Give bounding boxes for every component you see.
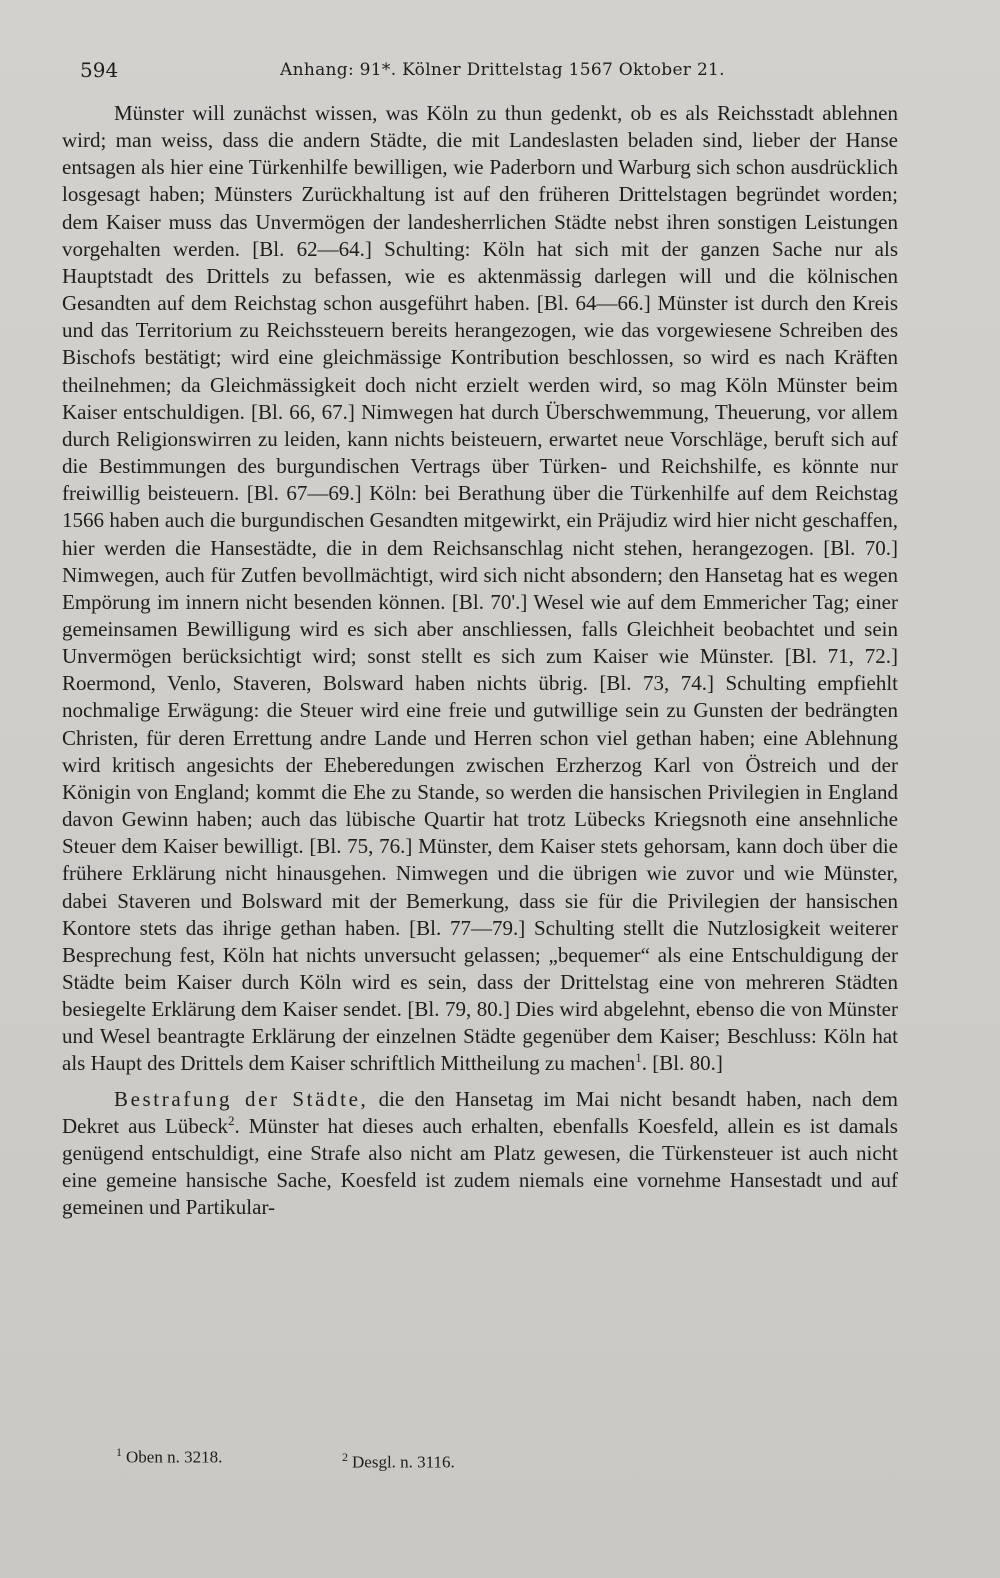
- paragraph: [62, 1086, 898, 1222]
- footnote-ref: 2: [228, 1112, 235, 1128]
- footnote-text: Oben n. 3218.: [126, 1447, 223, 1467]
- footnote-ref: 1: [635, 1050, 642, 1066]
- running-head: Anhang: 91*. Kölner Drittelstag 1567 Oktober 21.: [280, 60, 725, 80]
- paragraph: [62, 100, 898, 1078]
- paragraph-text: die den Hansetag im Mai nicht besandt haben, nach dem Dekret aus Lübeck: [62, 1086, 898, 1138]
- page-header: [80, 58, 898, 88]
- paragraph-text: Münster will zunächst wissen, was Köln zu thun gedenkt, ob es als Reichsstadt ablehnen wird; man weiss, dass die andern Städte, die mit Landeslasten beladen sind, lieber der Hanse entsagen als hier eine Türkenhilfe bewilligen, wie Paderborn und Warburg sich schon ausdrücklich losgesagt haben; Münsters Zurückhaltung ist auf den früheren Drittelstagen begründet worden; dem Kaiser muss das Unvermögen der landesherrlichen Städte nebst ihren sonstigen Leistungen vorgehalten werden. [Bl. 62—64.] Schulting: Köln hat sich mit der ganzen Sache nur als Hauptstadt des Drittels zu befassen, wie es aktenmässig darlegen will und die kölnischen Gesandten auf dem Reichstag schon ausgeführt haben. [Bl. 64—66.] Münster ist durch den Kreis und das Territorium zu Reichssteuern bereits herangezogen, wie das vorgewiesene Schreiben des Bischofs bestätigt; wird eine gleichmässige Kontribution beschlossen, so wird es nach Kräften theilnehmen; da Gleichmässigkeit doch nicht erzielt werden wird, so mag Köln Münster beim Kaiser entschuldigen. [Bl. 66, 67.] Nimwegen hat durch Überschwemmung, Theuerung, vor allem durch Religionswirren zu leiden, kann nichts beisteuern, erwartet neue Vorschläge, beruft sich auf die Bestimmungen des burgundischen Vertrags über Türken- und Reichshilfe, es könnte nur freiwillig beisteuern. [Bl. 67—69.] Köln: bei Berathung über die Türkenhilfe auf dem Reichstag 1566 haben auch die burgundischen Gesandten mitgewirkt, ein Präjudiz wird hier nicht geschaffen, hier werden die Hansestädte, die in dem Reichsanschlag nicht stehen, herangezogen. [Bl. 70.] Nimwegen, auch für Zutfen bevollmächtigt, wird sich nicht absondern; den Hansetag hat es wegen Empörung im innern nicht besenden können. [Bl. 70'.] Wesel wie auf dem Emmericher Tag; einer gemeinsamen Bewilligung wird es sich aber anschliessen, falls Gleichheit beobachtet und sein Unvermögen berücksichtigt wird; sonst stellt es sich zum Kaiser wie Münster. [Bl. 71, 72.] Roermond, Venlo, Staveren, Bolsward haben nichts übrig. [Bl. 73, 74.] Schulting empfiehlt nochmalige Erwägung: die Steuer wird eine freie und gutwillige sein zu Gunsten der bedrängten Christen, für deren Errettung andre Lande und Herren schon viel gethan haben; eine Ablehnung wird kritisch angesichts der Eheberedungen zwischen Erzherzog Karl von Östreich und der Königin von England; kommt die Ehe zu Stande, so werden die hansischen Privilegien in England davon Gewinn haben; auch das lübische Quartir hat trotz Lübecks Kriegsnoth eine ansehnliche Steuer dem Kaiser bewilligt. [Bl. 75, 76.] Münster, dem Kaiser stets gehorsam, kann doch über die frühere Erklärung nicht hinausgehen. Nimwegen und die übrigen wie zuvor und wie Münster, dabei Staveren und Bolsward mit der Bemerkung, dass sie für die Privilegien der hansischen Kontore stets das ihrige gethan haben. [Bl. 77—79.] Schulting stellt die Nutzlosigkeit weiterer Besprechung fest, Köln hat nichts unversucht gelassen; „bequemer“ als eine Entschuldigung der Städte beim Kaiser durch Köln wird es sein, dass der Drittelstag eine von mehreren Städten besiegelte Erklärung dem Kaiser sendet. [Bl. 79, 80.] Dies wird abgelehnt, ebenso die von Münster und Wesel beantragte Erklärung der einzelnen Städte gegenüber dem Kaiser; Beschluss: Köln hat als Haupt des Drittels dem Kaiser schriftlich Mittheilung zu machen: [62, 101, 898, 1076]
- page-number: 594: [80, 58, 119, 82]
- footnote-number: 2: [342, 1450, 348, 1464]
- footnote: [342, 1450, 455, 1473]
- footnote-number: 1: [116, 1445, 122, 1459]
- section-lead: Bestrafung der Städte,: [114, 1086, 369, 1111]
- paragraph-text-tail: . [Bl. 80.]: [641, 1051, 723, 1076]
- footnote: [116, 1445, 222, 1468]
- footnote-text: Desgl. n. 3116.: [352, 1452, 455, 1472]
- paragraph-text-rest: . Münster hat dieses auch erhalten, ebenfalls Koesfeld, allein es ist damals genügend entschuldigt, eine Strafe also nicht am Platz gewesen, die Türkensteuer ist auch nicht eine gemeine hansische Sache, Koesfeld ist zudem niemals eine vornehme Hansestadt und auf gemeinen und Partikular-: [62, 1113, 898, 1220]
- body-text: [62, 100, 898, 1221]
